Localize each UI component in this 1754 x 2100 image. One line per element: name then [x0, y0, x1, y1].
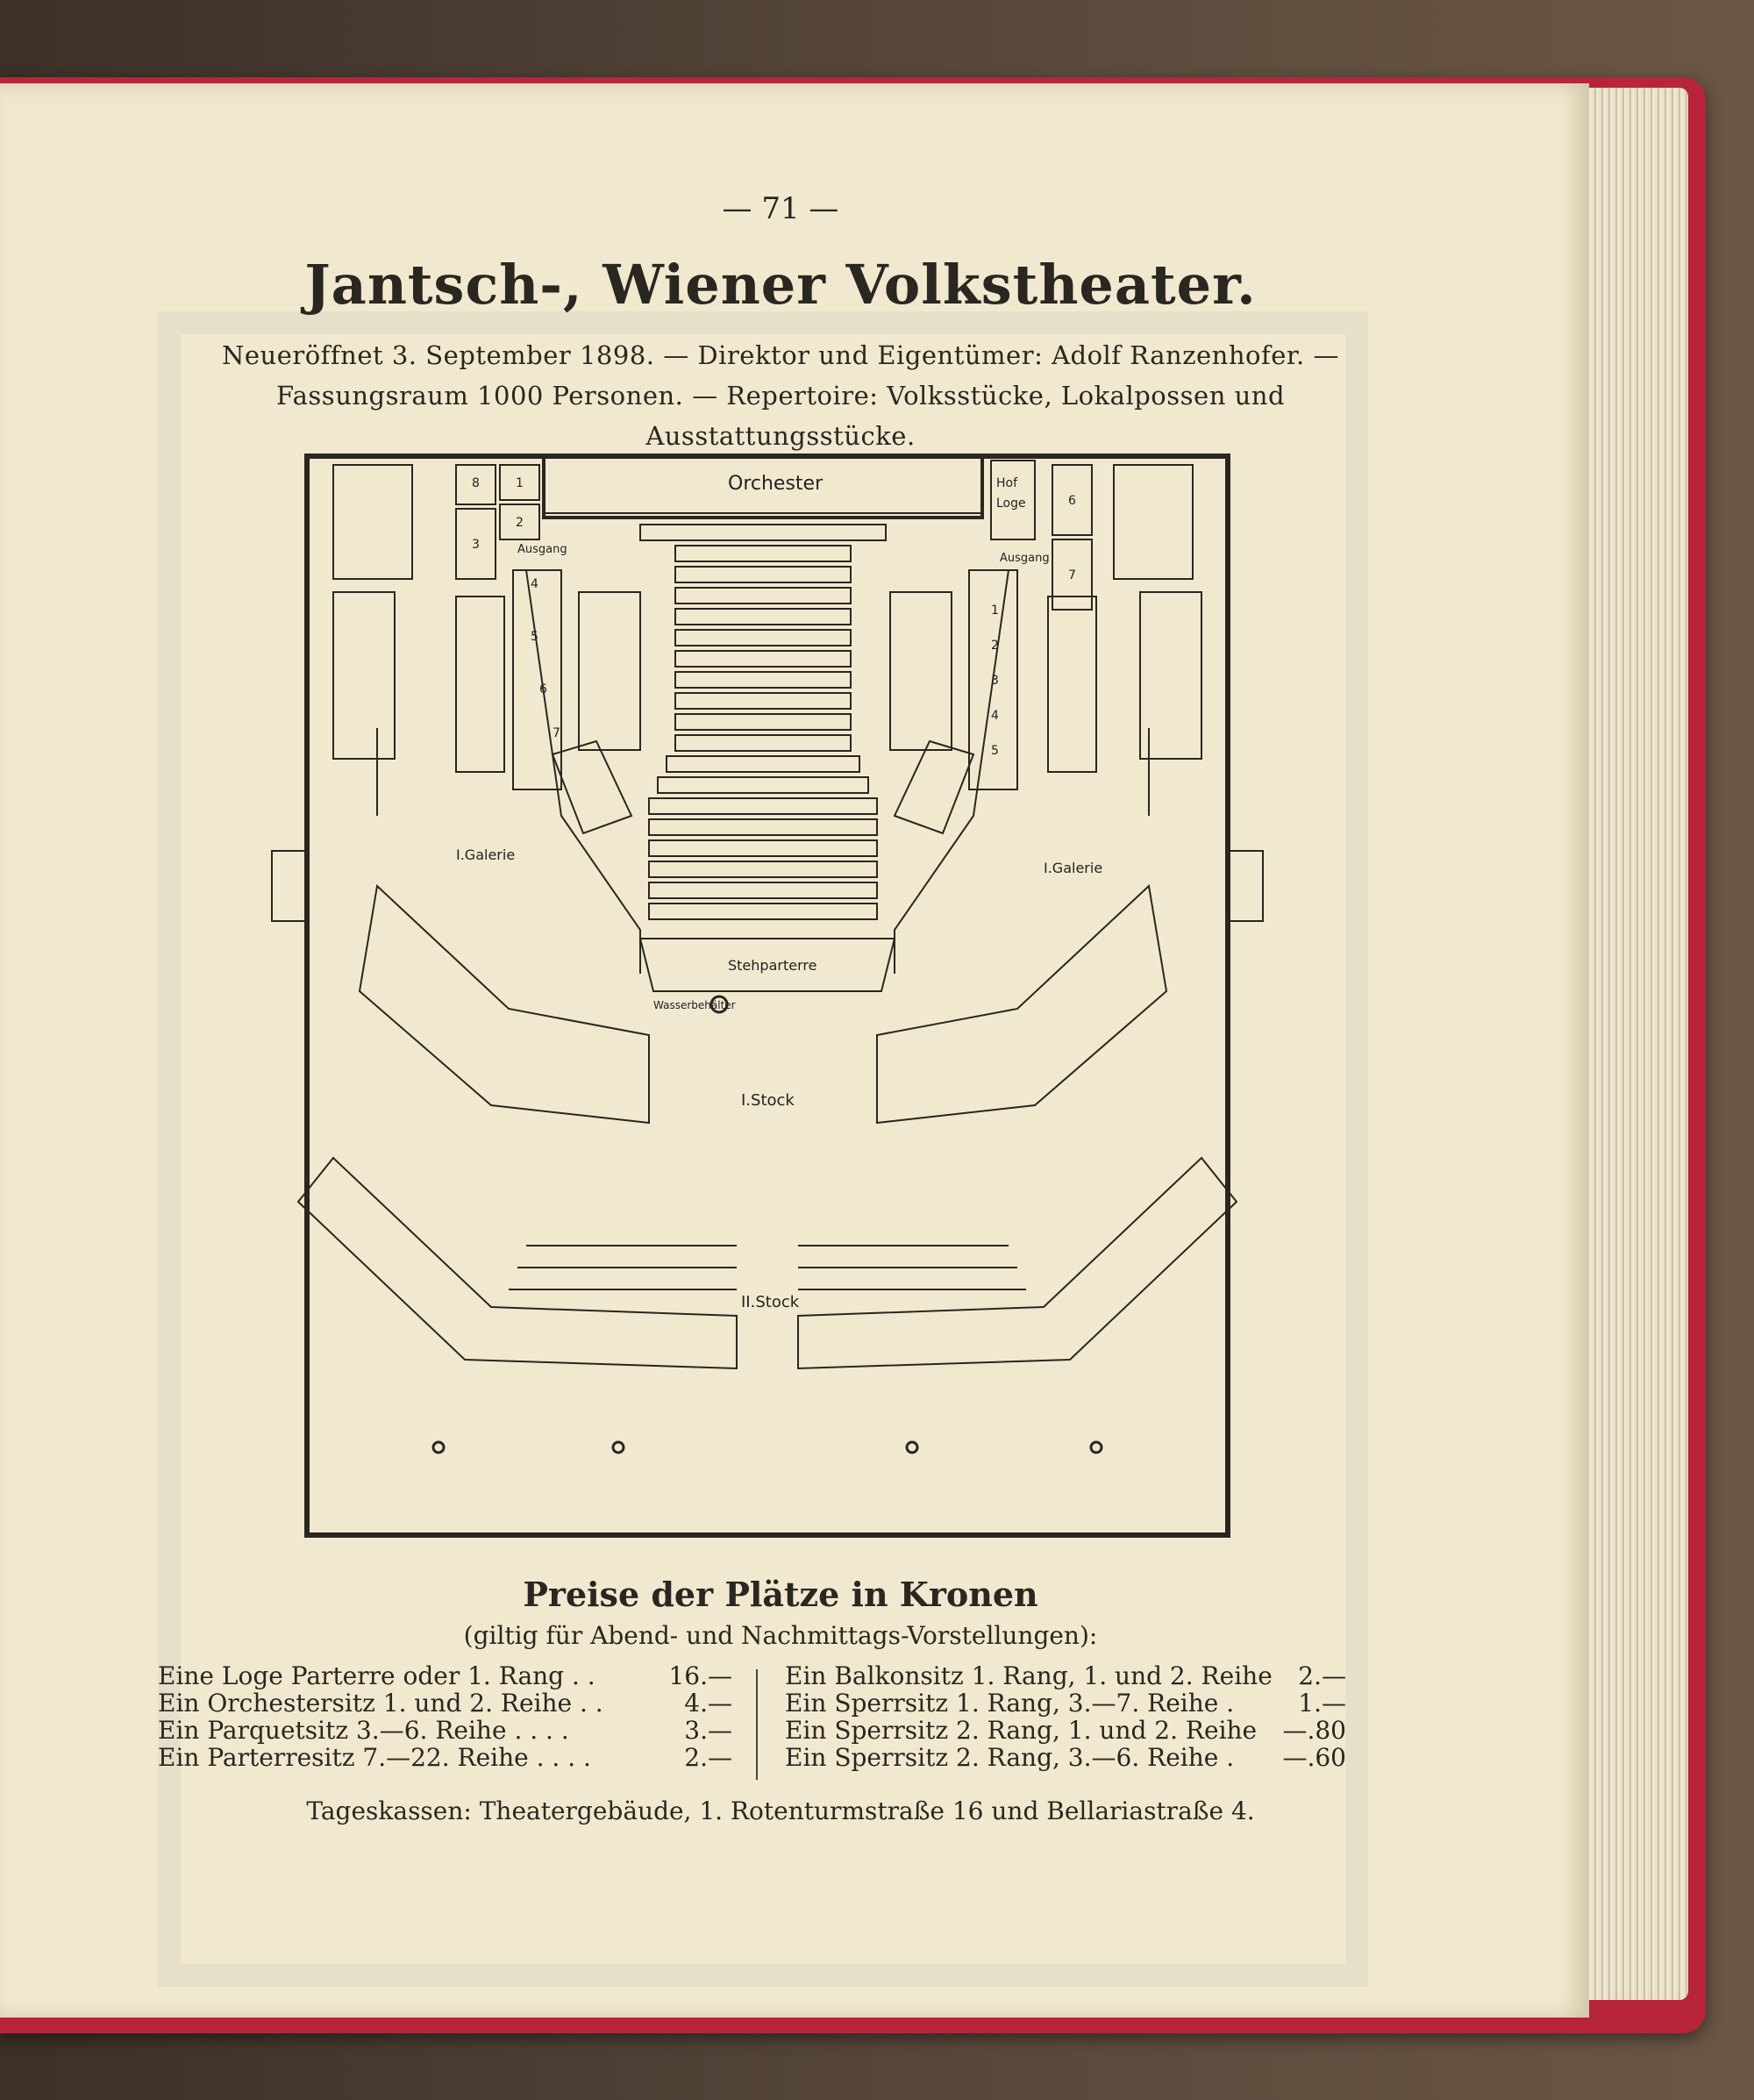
price-value: —.80	[1282, 1716, 1346, 1745]
seating-plan	[263, 439, 1272, 1548]
right-box-number-1: 1	[991, 604, 999, 618]
left-box-number-2: 2	[516, 516, 524, 530]
label-zweiter-stock: II.Stock	[741, 1293, 800, 1311]
price-value: 16.—	[668, 1661, 732, 1690]
price-list-left	[158, 1662, 732, 1771]
right-box-number-4: 4	[991, 709, 999, 723]
price-row	[785, 1717, 1346, 1744]
label-ausgang-right: Ausgang	[1000, 552, 1050, 565]
label-erster-stock: I.Stock	[741, 1091, 795, 1110]
price-row	[785, 1662, 1346, 1689]
tageskassen-note: Tageskassen: Theatergebäude, 1. Rotenturmstraße 16 und Bellariastraße 4.	[306, 1796, 1255, 1825]
page-title: Jantsch-, Wiener Volkstheater.	[304, 253, 1257, 317]
right-box-number-5: 5	[991, 744, 999, 758]
price-value: 2.—	[684, 1743, 732, 1772]
price-label: Ein Parquetsitz 3.—6. Reihe . . . .	[158, 1716, 569, 1745]
price-label: Ein Sperrsitz 2. Rang, 1. und 2. Reihe	[785, 1716, 1258, 1745]
left-box-number-5: 5	[531, 630, 538, 644]
second-tier-left	[298, 1158, 737, 1368]
price-row	[158, 1662, 732, 1689]
right-box-number-2: 2	[991, 639, 999, 653]
parterre-seats	[640, 525, 886, 919]
price-row	[158, 1689, 732, 1717]
left-box-number-1: 1	[516, 476, 524, 490]
label-hofloge-1: Hof	[996, 476, 1018, 490]
right-box-number-7: 7	[1068, 568, 1076, 582]
prices-title: Preise der Plätze in Kronen	[523, 1575, 1038, 1614]
left-box-number-6: 6	[539, 682, 547, 696]
second-tier-rows	[509, 1246, 1026, 1289]
price-row	[785, 1689, 1346, 1717]
first-tier-right	[877, 886, 1166, 1123]
column-divider	[756, 1669, 758, 1780]
price-row	[158, 1744, 732, 1771]
left-box-number-3: 3	[472, 538, 480, 552]
left-box-number-8: 8	[472, 476, 480, 490]
plan-outer-wall	[307, 456, 1228, 1535]
price-label: Ein Balkonsitz 1. Rang, 1. und 2. Reihe	[785, 1661, 1273, 1690]
price-value: 1.—	[1298, 1689, 1346, 1718]
price-label: Ein Orchestersitz 1. und 2. Reihe . .	[158, 1689, 603, 1718]
price-label: Ein Parterresitz 7.—22. Reihe . . . .	[158, 1743, 591, 1772]
price-label: Ein Sperrsitz 1. Rang, 3.—7. Reihe .	[785, 1689, 1235, 1718]
price-value: —.60	[1282, 1743, 1346, 1772]
label-hofloge-2: Loge	[996, 496, 1026, 511]
label-wasserbehaelter: Wasserbehälter	[653, 999, 736, 1011]
left-box-number-7: 7	[553, 726, 560, 740]
right-box-number-6: 6	[1068, 494, 1076, 508]
price-label: Eine Loge Parterre oder 1. Rang . .	[158, 1661, 595, 1690]
right-box-number-3: 3	[991, 674, 999, 688]
page-number: — 71 —	[722, 191, 839, 226]
label-orchester: Orchester	[728, 473, 824, 495]
price-value: 4.—	[684, 1689, 732, 1718]
label-stehparterre: Stehparterre	[728, 957, 817, 974]
price-value: 3.—	[684, 1716, 732, 1745]
second-tier-right	[798, 1158, 1237, 1368]
label-ausgang-left: Ausgang	[517, 543, 567, 556]
label-galerie-right: I.Galerie	[1044, 860, 1103, 876]
price-label: Ein Sperrsitz 2. Rang, 3.—6. Reihe .	[785, 1743, 1235, 1772]
prices-subtitle: (giltig für Abend- und Nachmittags-Vorstellungen):	[463, 1621, 1098, 1650]
price-row	[158, 1717, 732, 1744]
label-galerie-left: I.Galerie	[456, 846, 516, 863]
first-tier-left	[360, 886, 649, 1123]
price-value: 2.—	[1298, 1661, 1346, 1690]
intro-text: Neueröffnet 3. September 1898. — Direktor und Eigentümer: Adolf Ranzenhofer. — Fassungsraum 1000 Personen. — Repertoire: Volksstücke, Lokalpossen und Ausstattungsstücke.	[221, 340, 1339, 451]
left-box-number-4: 4	[531, 577, 538, 591]
price-list-right	[785, 1662, 1346, 1771]
price-row	[785, 1744, 1346, 1771]
